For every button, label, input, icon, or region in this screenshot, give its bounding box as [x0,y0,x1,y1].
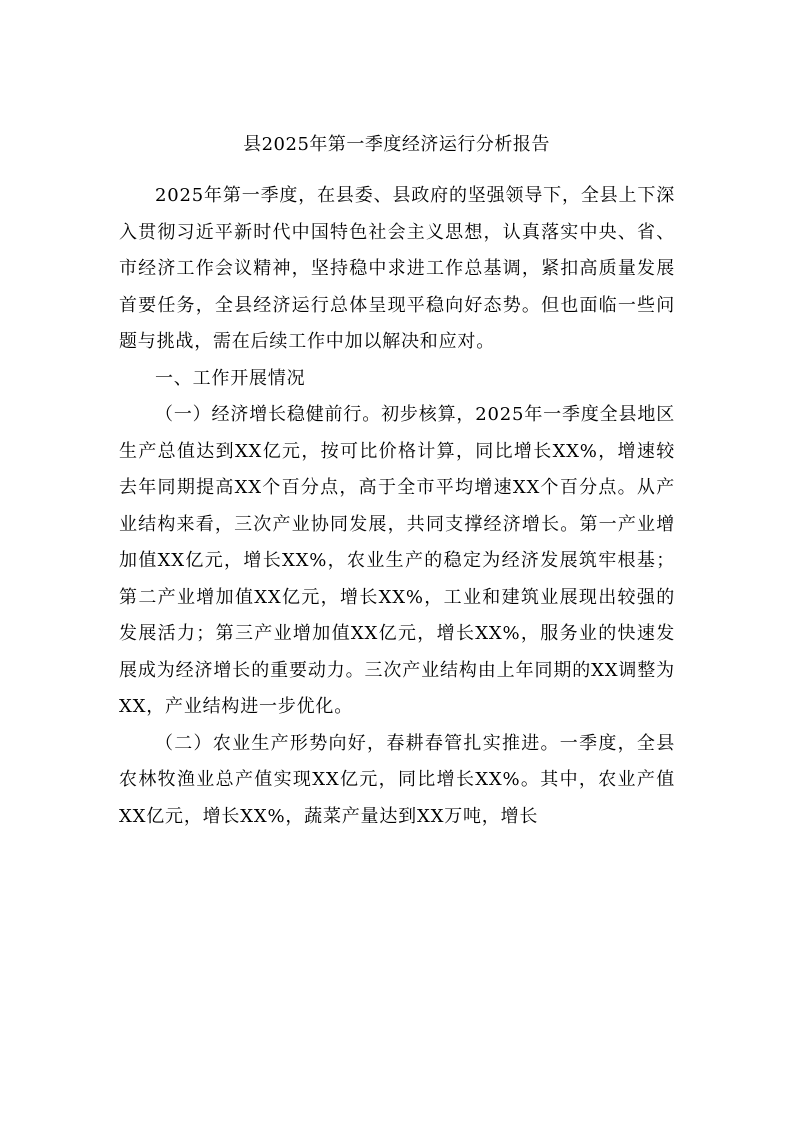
paragraph-economic-growth: （一）经济增长稳健前行。初步核算，2025年一季度全县地区生产总值达到XX亿元，按可比价格计算，同比增长XX%，增速较去年同期提高XX个百分点，高于全市平均增速XX个百分点。从产业结构来看，三次产业协同发展，共同支撑经济增长。第一产业增加值XX亿元，增长XX%，农业生产的稳定为经济发展筑牢根基；第二产业增加值XX亿元，增长XX%，工业和建筑业展现出较强的发展活力；第三产业增加值XX亿元，增长XX%，服务业的快速发展成为经济增长的重要动力。三次产业结构由上年同期的XX调整为XX，产业结构进一步优化。 [119,404,675,717]
intro-paragraph: 2025年第一季度，在县委、县政府的坚强领导下，全县上下深入贯彻习近平新时代中国特色社会主义思想，认真落实中央、省、市经济工作会议精神，坚持稳中求进工作总基调，紧扣高质量发展首要任务，全县经济运行总体呈现平稳向好态势。但也面临一些问题与挑战，需在后续工作中加以解决和应对。 [119,185,675,352]
section-heading-work-progress: 一、工作开展情况 [155,367,306,389]
paragraph-agriculture: （二）农业生产形势向好，春耕春管扎实推进。一季度，全县农林牧渔业总产值实现XX亿元，同比增长XX%。其中，农业产值XX亿元，增长XX%，蔬菜产量达到XX万吨，增长 [119,732,675,827]
document-body [119,178,675,835]
document-title: 县2025年第一季度经济运行分析报告 [243,134,550,155]
